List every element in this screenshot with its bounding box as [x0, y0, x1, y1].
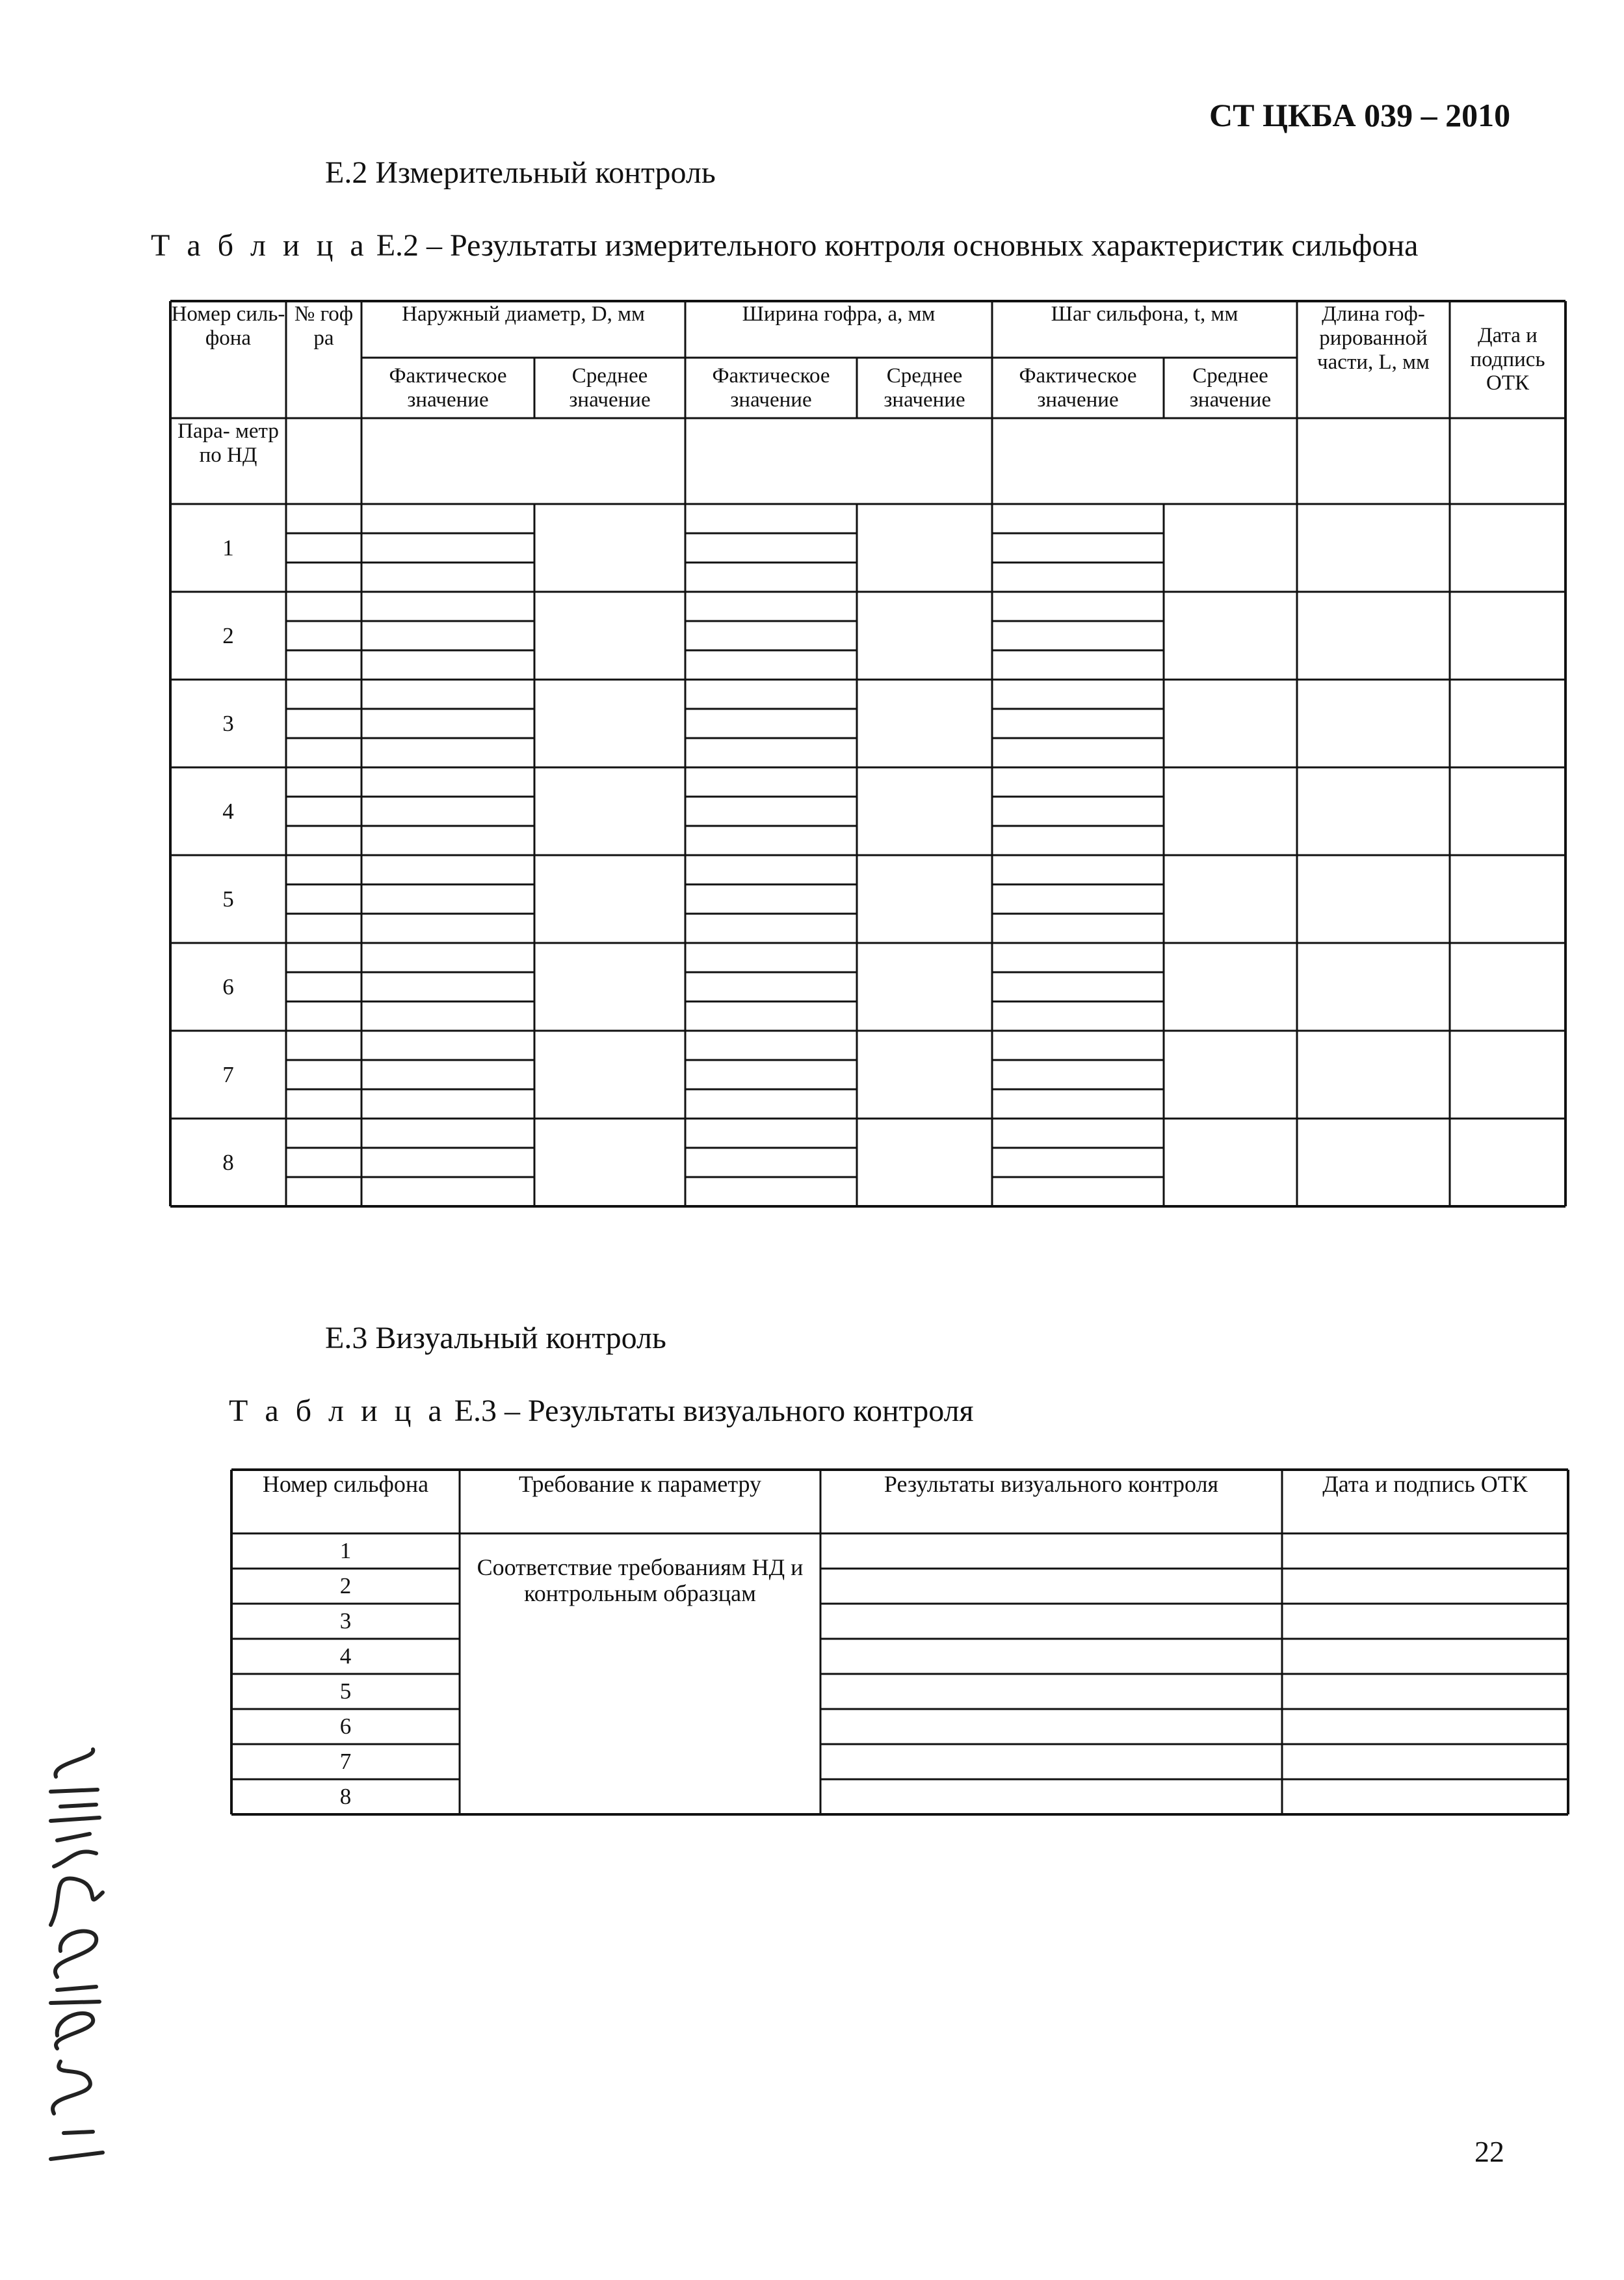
header-number: Номер сильфона: [262, 1471, 429, 1497]
row-number-cell: 7: [339, 1749, 352, 1775]
header-results: Результаты визуального контроля: [884, 1471, 1219, 1497]
table-e3-caption: [229, 1393, 974, 1429]
table-e2-caption: [151, 228, 1418, 263]
header-pitch: Шаг сильфона, t, мм: [1051, 302, 1238, 326]
document-code: СТ ЦКБА 039 – 2010: [1209, 97, 1511, 133]
row-number-cell: 1: [222, 535, 234, 561]
header-date-sign: Дата и подпись ОТК: [1470, 323, 1545, 395]
row-number-cell: 8: [222, 1149, 234, 1175]
header-actual-value: Фактическое значение: [389, 364, 507, 412]
header-average-value: Среднее значение: [569, 364, 651, 412]
header-average-value: Среднее значение: [1189, 364, 1272, 412]
row-number-cell: 2: [222, 622, 234, 648]
caption-prefix: Т а б л и ц а: [151, 228, 369, 263]
row-number-cell: 4: [339, 1643, 352, 1669]
header-corrugated-length: Длина гоф- рированной части, L, мм: [1317, 302, 1430, 374]
header-actual-value: Фактическое значение: [1019, 364, 1137, 412]
header-number: Номер силь- фона: [171, 302, 285, 350]
caption-text: Е.2 – Результаты измерительного контроля основных характеристик сильфона: [368, 228, 1419, 263]
row-number-cell: 5: [339, 1678, 352, 1704]
row-number-cell: 6: [339, 1714, 352, 1740]
row-number-cell: 5: [222, 886, 234, 912]
row-number-cell: 7: [222, 1061, 234, 1087]
header-corrugation-width: Ширина гофра, а, мм: [742, 302, 936, 326]
header-actual-value: Фактическое значение: [712, 364, 830, 412]
header-corrugation-no: № гоф ра: [294, 302, 354, 350]
header-requirement: Требование к параметру: [518, 1471, 762, 1497]
handwritten-signature: [25, 1730, 122, 2179]
section-e2-title: Е.2 Измерительный контроль: [325, 155, 716, 190]
header-date-sign: Дата и подпись ОТК: [1322, 1471, 1528, 1497]
row-number-cell: 8: [339, 1784, 352, 1810]
row-number-cell: 1: [339, 1538, 352, 1564]
requirement-text: Соответствие требованиям НД и контрольным образцам: [477, 1554, 804, 1607]
header-outer-diameter: Наружный диаметр, D, мм: [402, 302, 645, 326]
row-number-cell: 3: [339, 1608, 352, 1634]
caption-text: Е.3 – Результаты визуального контроля: [446, 1394, 974, 1428]
header-average-value: Среднее значение: [884, 364, 965, 412]
section-e3-title: Е.3 Визуальный контроль: [325, 1321, 666, 1355]
row-number-cell: 3: [222, 710, 234, 736]
row-number-cell: 6: [222, 974, 234, 1000]
row-number-cell: 2: [339, 1573, 352, 1599]
page-number: 22: [1474, 2135, 1504, 2168]
row-number-cell: 4: [222, 798, 234, 824]
header-param-nd: Пара- метр по НД: [177, 419, 279, 467]
caption-prefix: Т а б л и ц а: [229, 1394, 447, 1428]
